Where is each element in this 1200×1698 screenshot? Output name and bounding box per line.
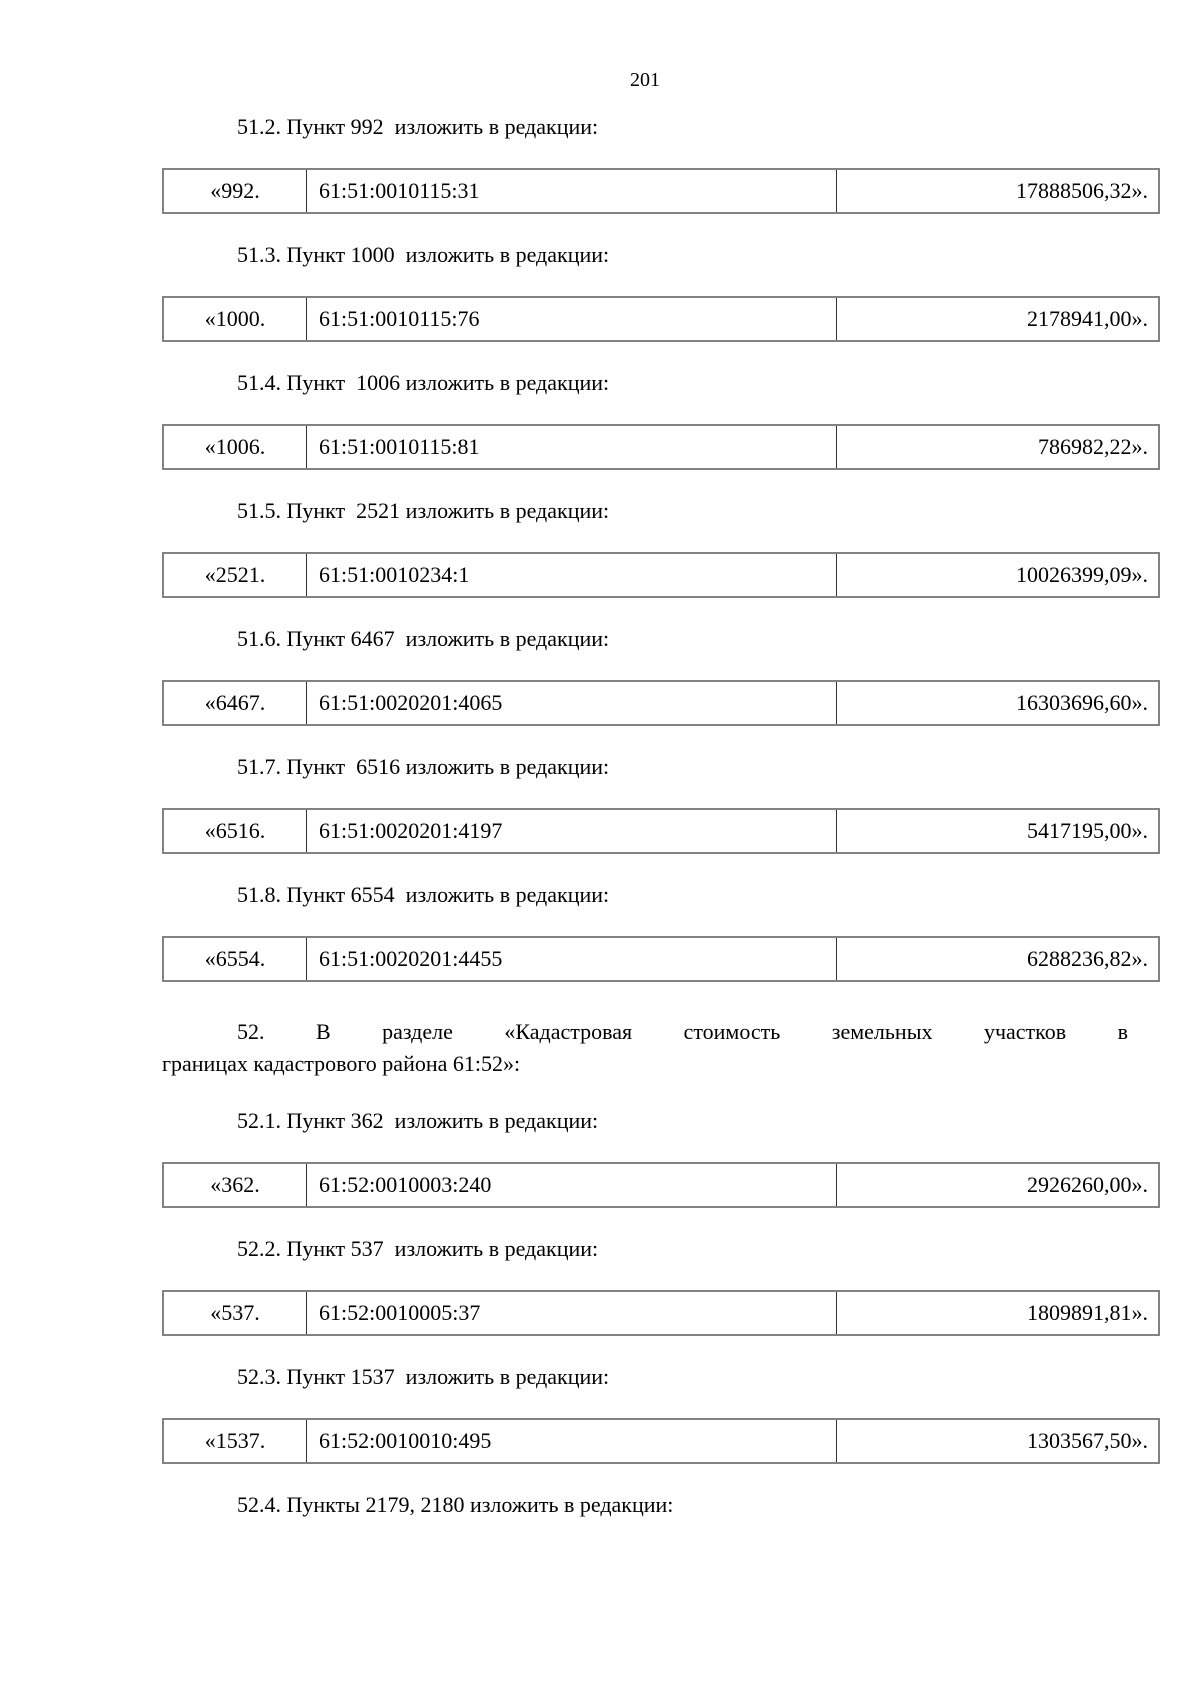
row-number-cell: «2521. — [163, 553, 307, 597]
cadastral-table-52-1 — [162, 1162, 1160, 1208]
section-heading-51-4: 51.4. Пункт 1006 изложить в редакции: — [237, 370, 610, 395]
section-52-paragraph-line-1: 52. В разделе «Кадастровая стоимость земельных участков в — [237, 1019, 1128, 1044]
table-row — [163, 1419, 1159, 1463]
section-heading-51-8: 51.8. Пункт 6554 изложить в редакции: — [237, 882, 610, 907]
section-heading-51-6: 51.6. Пункт 6467 изложить в редакции: — [237, 626, 610, 651]
cadastral-value-cell: 6288236,82». — [837, 937, 1160, 981]
cadastral-number-cell: 61:52:0010005:37 — [307, 1291, 837, 1335]
cadastral-number-cell: 61:51:0020201:4197 — [307, 809, 837, 853]
cadastral-value-cell: 5417195,00». — [837, 809, 1160, 853]
section-52-paragraph — [162, 1016, 1128, 1080]
cadastral-number-cell: 61:52:0010003:240 — [307, 1163, 837, 1207]
section-heading-51-3: 51.3. Пункт 1000 изложить в редакции: — [237, 242, 610, 267]
row-number-cell: «992. — [163, 169, 307, 213]
table-row — [163, 553, 1159, 597]
section-heading-52-2: 52.2. Пункт 537 изложить в редакции: — [237, 1236, 599, 1261]
cadastral-number-cell: 61:51:0010234:1 — [307, 553, 837, 597]
cadastral-number-cell: 61:51:0020201:4455 — [307, 937, 837, 981]
section-heading-52-1: 52.1. Пункт 362 изложить в редакции: — [237, 1108, 599, 1133]
section-heading-52-3: 52.3. Пункт 1537 изложить в редакции: — [237, 1364, 610, 1389]
cadastral-table-51-3 — [162, 296, 1160, 342]
cadastral-table-52-2 — [162, 1290, 1160, 1336]
page-number: 201 — [630, 69, 660, 91]
cadastral-value-cell: 1809891,81». — [837, 1291, 1160, 1335]
row-number-cell: «1006. — [163, 425, 307, 469]
section-heading-51-5: 51.5. Пункт 2521 изложить в редакции: — [237, 498, 610, 523]
cadastral-table-52-3 — [162, 1418, 1160, 1464]
row-number-cell: «6516. — [163, 809, 307, 853]
table-row — [163, 169, 1159, 213]
row-number-cell: «1000. — [163, 297, 307, 341]
section-52-paragraph-line-2: границах кадастрового района 61:52»: — [162, 1051, 521, 1076]
section-heading-51-2: 51.2. Пункт 992 изложить в редакции: — [237, 114, 599, 139]
section-heading-51-7: 51.7. Пункт 6516 изложить в редакции: — [237, 754, 610, 779]
cadastral-table-51-7 — [162, 808, 1160, 854]
table-row — [163, 937, 1159, 981]
cadastral-table-51-2 — [162, 168, 1160, 214]
cadastral-number-cell: 61:51:0020201:4065 — [307, 681, 837, 725]
cadastral-value-cell: 2926260,00». — [837, 1163, 1160, 1207]
row-number-cell: «1537. — [163, 1419, 307, 1463]
cadastral-value-cell: 10026399,09». — [837, 553, 1160, 597]
cadastral-number-cell: 61:52:0010010:495 — [307, 1419, 837, 1463]
row-number-cell: «537. — [163, 1291, 307, 1335]
cadastral-value-cell: 17888506,32». — [837, 169, 1160, 213]
cadastral-table-51-8 — [162, 936, 1160, 982]
table-row — [163, 681, 1159, 725]
table-row — [163, 297, 1159, 341]
row-number-cell: «362. — [163, 1163, 307, 1207]
row-number-cell: «6467. — [163, 681, 307, 725]
cadastral-table-51-4 — [162, 424, 1160, 470]
table-row — [163, 1163, 1159, 1207]
cadastral-number-cell: 61:51:0010115:31 — [307, 169, 837, 213]
cadastral-number-cell: 61:51:0010115:76 — [307, 297, 837, 341]
table-row — [163, 425, 1159, 469]
row-number-cell: «6554. — [163, 937, 307, 981]
cadastral-value-cell: 1303567,50». — [837, 1419, 1160, 1463]
cadastral-value-cell: 786982,22». — [837, 425, 1160, 469]
table-row — [163, 1291, 1159, 1335]
cadastral-table-51-6 — [162, 680, 1160, 726]
cadastral-value-cell: 16303696,60». — [837, 681, 1160, 725]
cadastral-value-cell: 2178941,00». — [837, 297, 1160, 341]
section-heading-52-4: 52.4. Пункты 2179, 2180 изложить в редакции: — [237, 1492, 674, 1517]
cadastral-table-51-5 — [162, 552, 1160, 598]
cadastral-number-cell: 61:51:0010115:81 — [307, 425, 837, 469]
table-row — [163, 809, 1159, 853]
